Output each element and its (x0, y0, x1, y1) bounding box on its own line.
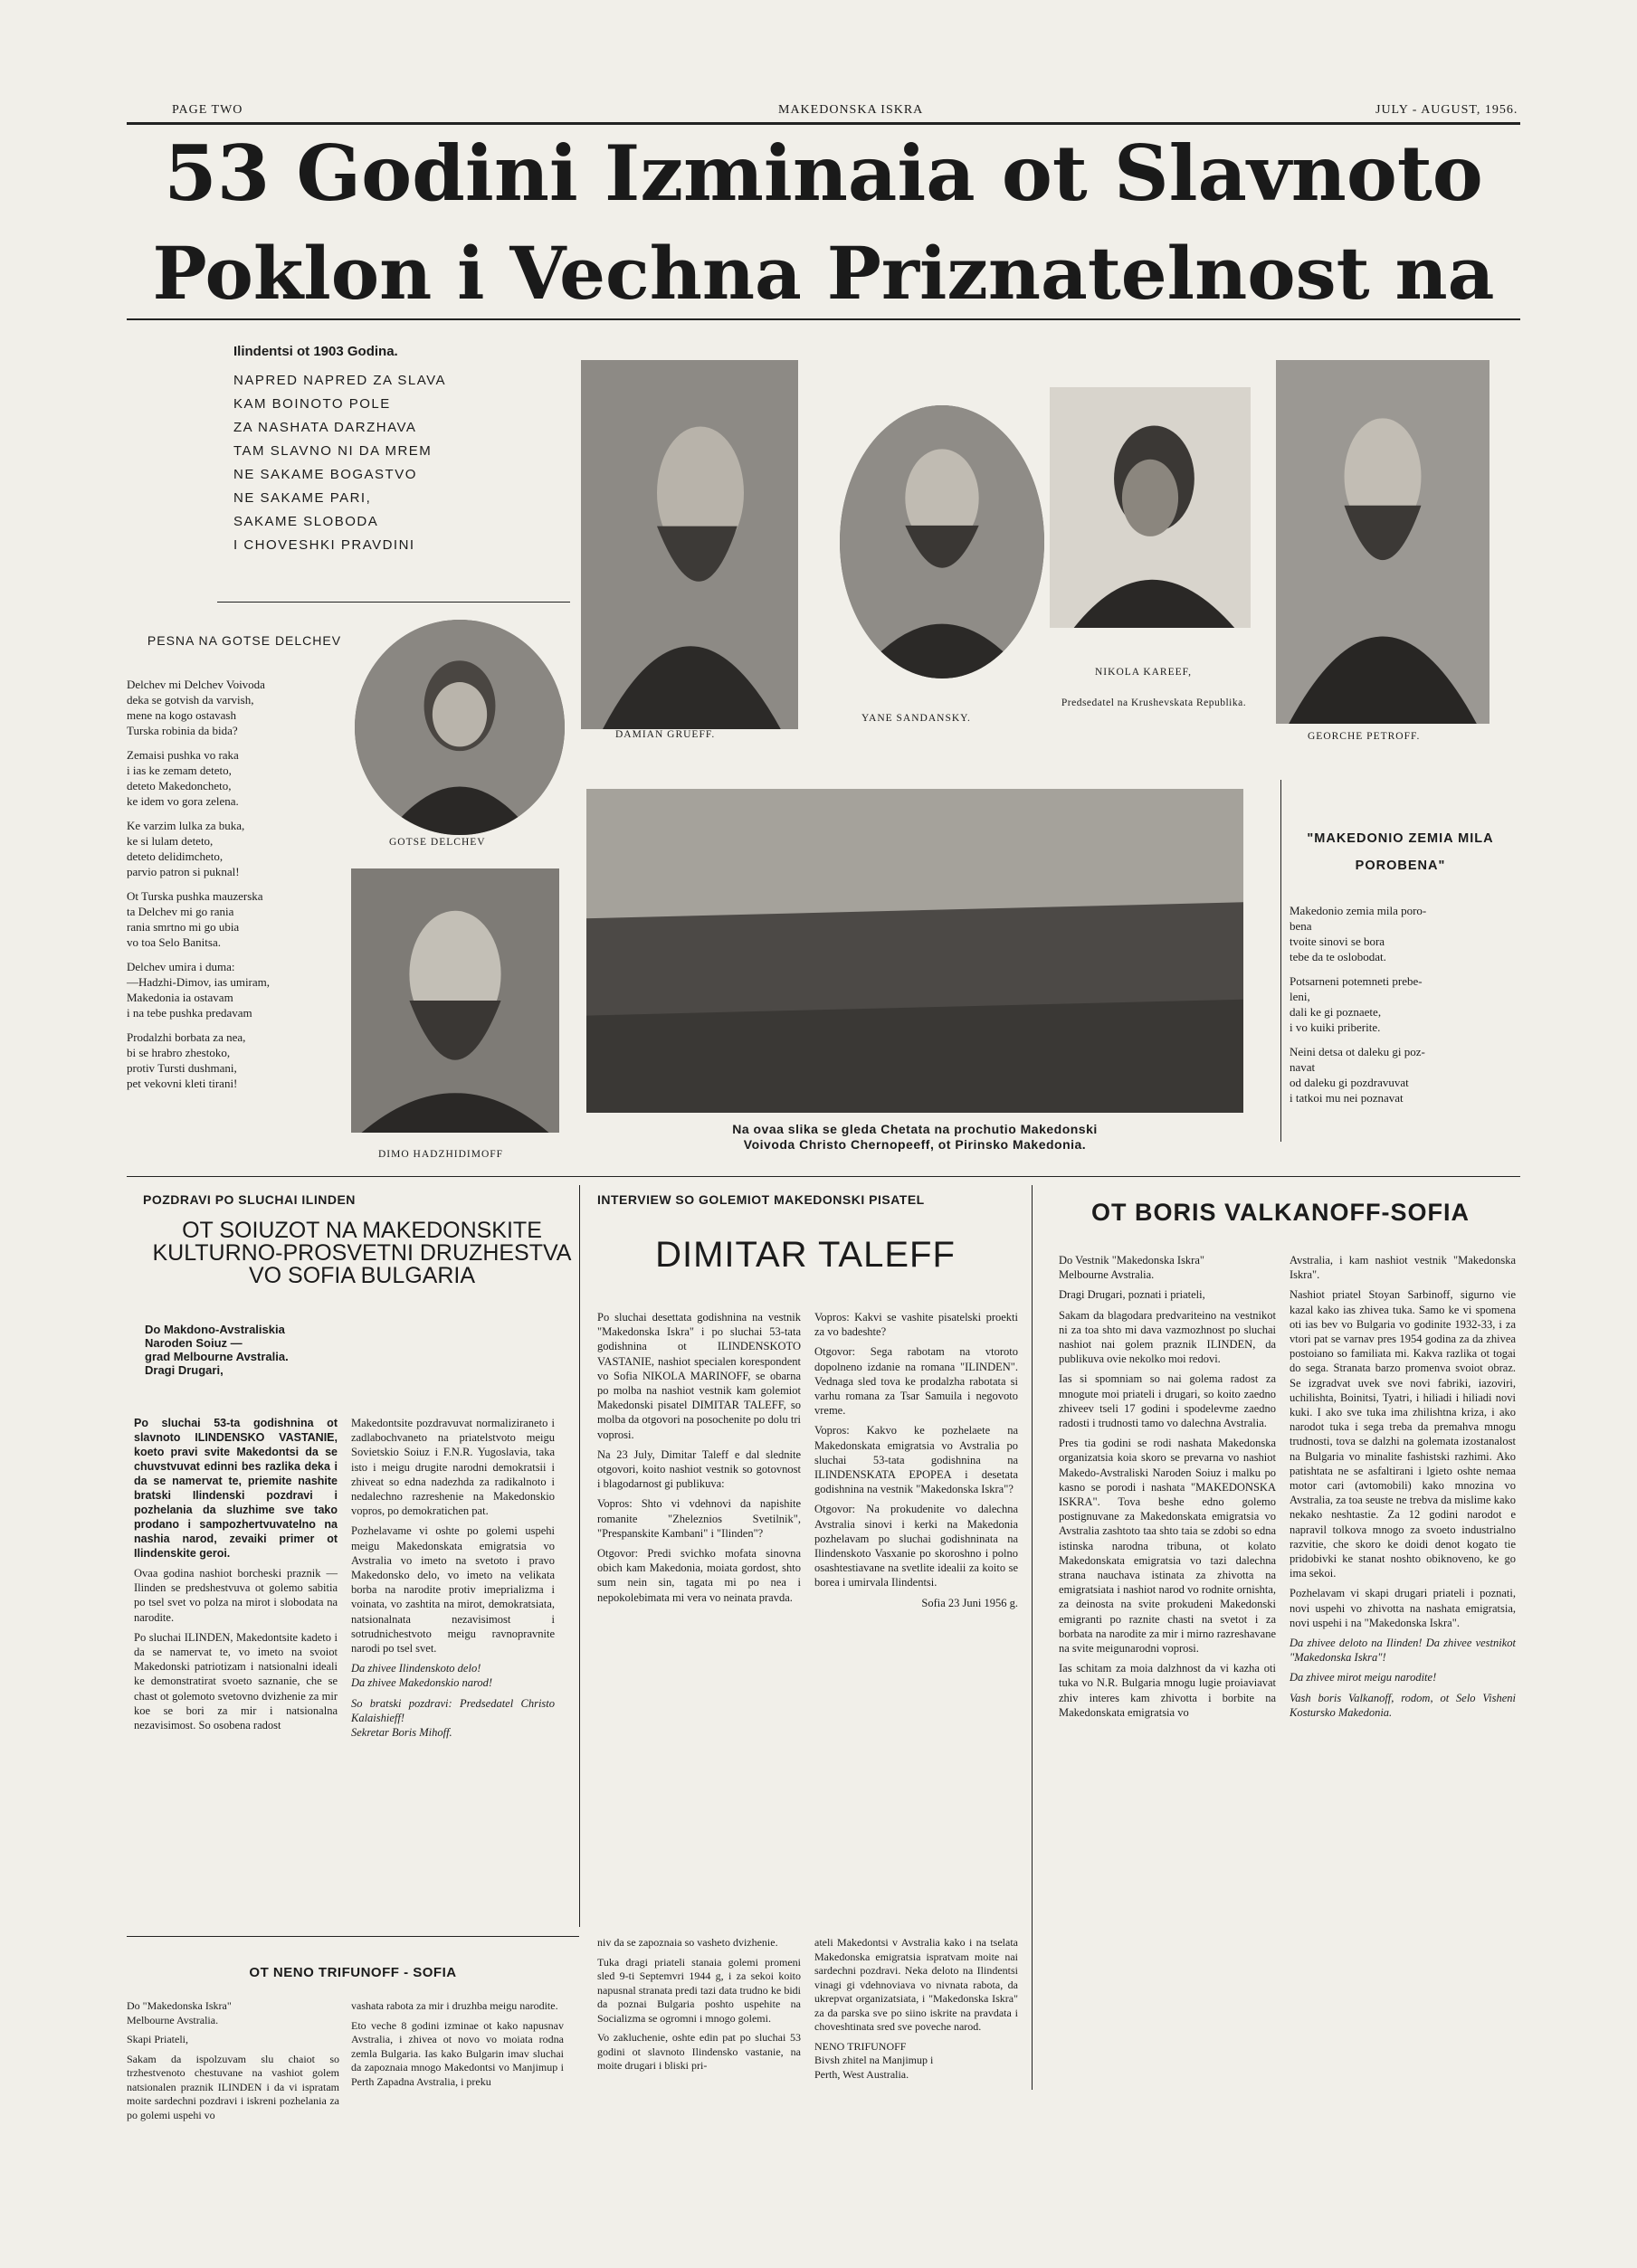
headline-line-1: 53 Godini Izminaia ot Slavnoto (164, 128, 1483, 218)
intro-poem-line: NAPRED NAPRED ZA SLAVA (233, 373, 447, 388)
georche-petroff-portrait (1276, 360, 1489, 724)
issue-date: JULY - AUGUST, 1956. (1375, 103, 1518, 117)
intro-rule (217, 602, 570, 603)
dimo-caption: DIMO HADZHIDIMOFF (378, 1149, 504, 1160)
pozdravi-p2: Ovaa godina nashiot borcheski praznik — Ilinden se predshestvuva ot golemo sabitia po tsel svet vo polza na mirot i slobodata na narodite. (134, 1567, 338, 1624)
yane-sandansky-portrait (840, 405, 1044, 679)
col-divider-1 (579, 1185, 580, 1927)
intro-poem-line: KAM BOINOTO POLE (233, 396, 391, 412)
damian-grueff-portrait (581, 360, 798, 729)
pozdravi-address: Do Makdono-Avstraliskia Naroden Soiuz — grad Melbourne Avstralia. Dragi Drugari, (145, 1323, 289, 1377)
interview-p3: Vopros: Shto vi vdehnovi da napishite romanite "Zheleznios Svetilnik", "Prespanskite Kambani" i "Ilinden"? (597, 1497, 801, 1540)
col-divider-2 (1032, 1185, 1033, 2090)
interview-title: DIMITAR TALEFF (655, 1235, 956, 1275)
neno-col-1 (127, 1999, 339, 2128)
pozdravi-col-2 (351, 1416, 555, 1745)
group-caption-line-2: Voivoda Christo Chernopeeff, ot Pirinsko Makedonia. (743, 1137, 1087, 1152)
zemia-stanza: Potsarneni potemneti prebe- leni, dali ke gi poznaete, i vo kuiki priberite. (1290, 974, 1423, 1034)
cheta-group-photo (586, 789, 1243, 1113)
interview-dateline: Sofia 23 Juni 1956 g. (921, 1596, 1018, 1609)
pozdravi-kicker: POZDRAVI PO SLUCHAI ILINDEN (143, 1192, 356, 1207)
pozdravi-title: OT SOIUZOT NA MAKEDONSKITE KULTURNO-PROSVETNI DRUZHESTVA VO SOFIA BULGARIA (152, 1218, 572, 1288)
pesna-title: PESNA NA GOTSE DELCHEV (147, 633, 342, 648)
neno-p3: Sakam da ispolzuvam slu chaiot so trzhestvenoto chestuvane na vashiot golem natsionalen praznik ILINDEN i da vi ispratam moite sardechni pozdravi i iskreni pozhelania za po golemi uspehi vo (127, 2052, 339, 2121)
georche-caption: GEORCHE PETROFF. (1308, 731, 1421, 742)
neno-p5: Eto veche 8 godini izminae ot kako napusnav Avstralia, i zhivea ot novo vo moiata rodna zemla Bulgaria. Ias kako Bulgarin imav sluchai da zapoznaia mnogo Makedontsi vo Manjimup i Perth Zapadna Avstralia, i preku (351, 2018, 564, 2088)
interview-p1: Po sluchai desettata godishnina na vestnik "Makedonska Iskra" i po sluchai 53-tata godishnina ot ILINDENSKOTO VASTANIE, nashiot specialen korespondent vo Sofia NIKOLA MARINOFF, se obarna po molba na nashiot vestnik kam golemiot Makedonski pisatel DIMITAR TALEFF, so molba da otgovori na posochenite po dolu tri voprosi. (597, 1311, 801, 1441)
boris-slogan-1: Da zhivee deloto na Ilinden! Da zhivee vestnikot "Makedonska Iskra"! (1290, 1637, 1516, 1665)
damian-caption: DAMIAN GRUEFF. (615, 729, 716, 740)
pesna-stanza: Delchev mi Delchev Voivoda deka se gotvish da varvish, mene na kogo ostavash Turska robinia da bida? (127, 678, 265, 737)
interview-p7: Vopros: Kakvo ke pozhelaete na Makedonskata emigratsia vo Avstralia po sluchai 53-tata godishnina na ILINDENSKATA EPOPEA i desetata godishnina na vestnik "Makedonska Iskra"? (814, 1424, 1018, 1496)
interview-p2: Na 23 July, Dimitar Taleff e dal slednite otgovori, koito nashiot vestnik so gotovnost i blagodarnost gi publikuva: (597, 1447, 801, 1491)
intro-poem-line: TAM SLAVNO NI DA MREM (233, 443, 433, 459)
pesna-stanza: Delchev umira i duma: —Hadzhi-Dimov, ias umiram, Makedonia ia ostavam i na tebe pushka predavam (127, 960, 271, 1020)
neno-title: OT NENO TRIFUNOFF - SOFIA (249, 1965, 457, 1980)
zemia-divider (1280, 780, 1281, 1142)
pozdravi-col-1 (134, 1416, 338, 1738)
neno-signature: NENO TRIFUNOFF Bivsh zhitel na Manjimup i Perth, West Australia. (814, 2039, 934, 2081)
intro-poem-line: SAKAME SLOBODA (233, 514, 379, 529)
group-caption-line-1: Na ovaa slika se gleda Chetata na prochutio Makedonski (732, 1122, 1098, 1136)
neno-p7: Tuka dragi priateli stanaia golemi promeni sled 9-ti Septemvri 1944 g, i za sekoi koito napusnal stranata predi tazi data trudno ke bidi da poznai Bulgaria poshto uspehite na Socializma se ogromni i mnogo golemi. (597, 1955, 801, 2025)
boris-col-1 (1059, 1253, 1276, 1725)
pozdravi-lead: Po sluchai 53-ta godishnina ot slavnoto ILINDENSKO VASTANIE, koeto pravi svite Makedontsi da se chuvstvuvat edinni bes razlika deka i da se namervat te, priemite nashite bratski Ilindenski pozdravi i pozhelania da sluzhime sve tako prodano i sampozhertvuvatelno na nashia narod, zevaiki primer ot Ilindenskite geroi. (134, 1417, 338, 1560)
pozdravi-p3: Po sluchai ILINDEN, Makedontsite kadeto i da se namervat te, vo imeto na svoiot Makedonski patriotizam i natsionalni ideali ke demonstratirat svoeto saznanie, che se chast ot golemoto svetovno dvizhenie za mir koe se bori za mir i natsionalna nezavisimost. So osobena radost (134, 1630, 338, 1732)
page-number: PAGE TWO (172, 103, 243, 117)
intro-poem-line: NE SAKAME PARI, (233, 490, 372, 506)
zemia-poem (1290, 903, 1516, 1115)
zemia-stanza: Makedonio zemia mila poro- bena tvoite sinovi se bora tebe da te oslobodat. (1290, 904, 1427, 963)
pesna-stanza: Zemaisi pushka vo raka i ias ke zemam deteto, deteto Makedoncheto, ke idem vo gora zelena. (127, 748, 239, 808)
boris-title: OT BORIS VALKANOFF-SOFIA (1091, 1199, 1470, 1226)
neno-p4: vashata rabota za mir i druzhba meigu narodite. (351, 1999, 558, 2012)
neno-col-4 (814, 1936, 1018, 2087)
interview-col-1 (597, 1310, 801, 1610)
neno-rule (127, 1936, 579, 1937)
neno-col-2 (351, 1999, 564, 2094)
intro-subtitle: Ilindentsi ot 1903 Godina. (233, 344, 398, 359)
interview-kicker: INTERVIEW SO GOLEMIOT MAKEDONSKI PISATEL (597, 1192, 925, 1207)
pesna-poem (127, 677, 344, 1100)
interview-p6: Otgovor: Sega rabotam na vtoroto dopolneno izdanie na romana "ILINDEN". Vednaga sled tova ke prodalzha rabotata si varhu romana za Tsar Samuila i negovoto vreme. (814, 1345, 1018, 1418)
intro-poem (233, 369, 559, 557)
headline-line-2: Poklon i Vechna Priznatelnost na (152, 231, 1495, 316)
yane-caption: YANE SANDANSKY. (861, 713, 971, 724)
masthead-name: MAKEDONSKA ISKRA (778, 103, 924, 117)
interview-p4: Otgovor: Predi svichko mofata sinovna obich kam Makedonia, moiata gordost, shto sum nein sin, tagata mi po nea i nepokolebimata mi vera vo neinata pravda. (597, 1547, 801, 1604)
zemia-title: "MAKEDONIO ZEMIA MILA POROBENA" (1307, 831, 1494, 873)
pesna-stanza: Ot Turska pushka mauzerska ta Delchev mi go rania rania smrtno mi go ubia vo toa Selo Banitsa. (127, 889, 263, 949)
nikola-subcaption: Predsedatel na Krushevskata Republika. (1061, 697, 1247, 708)
neno-col-3 (597, 1936, 801, 2079)
boris-p8: Nashiot priatel Stoyan Sarbinoff, sigurno vie kazal kako ias zhivea tuka. Samo ke vi spomena oti ias bev vo Bulgaria vo godinite 1932-33, i za vtori pat se varnav pres 1954 godina za da zhivea postoiano so familiata mi. Kakva razlika ot togai do sega. Stranata barzo promenva svoiot obraz. Se izgradvat uvek sve novi fabriki, iazoviri, uchilishta, Boinitsi, Tyatri, i hiliadi i hiliadi novi kuki. I ako sve tuka ima zhilishtna kriza, i ako narodot tuka i sega treba da premahva mnogu trudnosti, tova se dalzhi na golemata izostanalost na Bulgaria vo minalite fashistski razhimi. Ako patishtata ne se asfaltirani i lgieto oshte nemaa motor cari (avtomobili) kako mnozina vo Avstralia, za toa seuste ne trebva da mislime kako nekako neshtastie. Za 12 godini narodot e napravil tolkova mnogo za svoeto industrialno razvitie, che skoro ke doidi denot kogato tie pridobivki ke stanat noshto obiknoveno, ke go ima sekoi. (1290, 1288, 1516, 1580)
boris-p1: Do Vestnik "Makedonska Iskra" Melbourne Avstralia. (1059, 1254, 1204, 1282)
pozdravi-signature: So bratski pozdravi: Predsedatel Christo Kalaishieff! Sekretar Boris Mihoff. (351, 1696, 555, 1740)
neno-p9: ateli Makedontsi v Avstralia kako i na tselata Makedonska emigratsia ispratvam moite nai sardechni pozdravi. Neka deloto na Ilindentsi vinagi gi vdehnoviava vo nivnata rabota, da ukrepvat organizatsiata, i "Makedonska Iskra" za da parska sve po siino iskrite na pravdata i choveshtinata sred sve poveche narod. (814, 1936, 1018, 2033)
gotse-delchev-portrait (355, 620, 565, 835)
boris-p3: Sakam da blagodara predvariteino na vestnikot ni za toa shto mi dava vazmozhnost po sluchai nashiot nai golem praznik ILINDEN, da publikuva ovie nekolko moi redovi. (1059, 1308, 1276, 1366)
intro-poem-line: ZA NASHATA DARZHAVA (233, 420, 417, 435)
boris-p6: Ias schitam za moia dalzhnost da vi kazha oti tuka vo N.R. Bulgaria mnogu lugie proiaviavat zhiv interes kam zhivotta i borbite na Makedonskata emigratsia vo (1059, 1662, 1276, 1719)
boris-p2: Dragi Drugari, poznati i priateli, (1059, 1288, 1205, 1302)
boris-signature: Vash boris Valkanoff, rodom, ot Selo Visheni Kostursko Makedonia. (1290, 1691, 1516, 1719)
header-rule (127, 122, 1520, 125)
neno-p2: Skapi Priateli, (127, 2033, 188, 2045)
pesna-stanza: Ke varzim lulka za buka, ke si lulam deteto, deteto delidimcheto, parvio patron si puknal! (127, 819, 245, 878)
boris-slogan-2: Da zhivee mirot meigu narodite! (1290, 1671, 1437, 1684)
nikola-caption: NIKOLA KAREEF, (1095, 667, 1192, 678)
headline-rule (127, 318, 1520, 320)
neno-p1: Do "Makedonska Iskra" Melbourne Avstralia. (127, 1999, 232, 2026)
pozdravi-p4: Makedontsite pozdravuvat normaliziraneto i zadlabochvaneto na priatelstvoto meigu Sovietskio Soiuz i F.N.R. Yugoslavia, taka isto i meigu drugite narodni demokratsii i zhiveat so edna nadezhda za radikalnoto i nedalechno razreshenie na Makedonskio vopros, po demokratichen pat. (351, 1417, 555, 1518)
gotse-caption: GOTSE DELCHEV (389, 837, 486, 848)
intro-poem-line: I CHOVESHKI PRAVDINI (233, 537, 415, 553)
boris-col-2 (1290, 1253, 1516, 1725)
pozdravi-p5: Pozhelavame vi oshte po golemi uspehi meigu Makedonskata emigratsia vo Avstralia vo imeto na svetoto i pravo Makedonsko delo, vo imeto na velikata borba na narodite protiv imeprializma i voinata, vo zashtita na mirot, demokratsiata, natsionalnata nezavisimost i sotrudnichestvoto meigu ravnopravnite narodi po tsel svet. (351, 1524, 555, 1656)
neno-p6: niv da se zapoznaia so vasheto dvizhenie. (597, 1936, 778, 1949)
boris-p9: Pozhelavam vi skapi drugari priateli i poznati, novi uspehi vo zhivotta na nashata emigratsia, novi uspehi i na "Makedonska Iskra". (1290, 1587, 1516, 1629)
boris-p7: Avstralia, i kam nashiot vestnik "Makedonska Iskra". (1290, 1254, 1516, 1282)
nikola-kareef-portrait (1050, 387, 1251, 628)
interview-p5: Vopros: Kakvi se vashite pisatelski proekti za vo badeshte? (814, 1311, 1018, 1339)
interview-p8: Otgovor: Na prokudenite vo dalechna Avstralia sinovi i kerki na Makedonia pozhelavam po sluchai godishninata na Ilindenskoto Vasxanie po skoroshno i polno osashtestiavane na svetlite idealii za koito se borea i umirvala Ilindentsi. (814, 1503, 1018, 1589)
pozdravi-slogan: Da zhivee Ilindenskoto delo! Da zhivee Makedonskio narod! (351, 1662, 493, 1690)
boris-p4: Ias si spomniam so nai golema radost za mnogute moi priateli i drugari, so koito zaedno zhiveev tseli 17 godini i spodelevme zaedno radosti i trudnosti tamo vo dalechna Avstralia. (1059, 1372, 1276, 1430)
zemia-stanza: Neini detsa ot daleku gi poz- navat od daleku gi pozdravuvat i tatkoi mu nei poznavat (1290, 1045, 1425, 1105)
section-rule (127, 1176, 1520, 1177)
dimo-hadzhidimoff-portrait (351, 868, 559, 1133)
intro-poem-line: NE SAKAME BOGASTVO (233, 467, 417, 482)
neno-p8: Vo zakluchenie, oshte edin pat po sluchai 53 godini ot slavnoto Ilindensko vastanie, na moite drugari i bliski pri- (597, 2031, 801, 2072)
boris-p5: Pres tia godini se rodi nashata Makedonska organizatsia koia skoro se prevarna vo nashiot Makedo-Avstraliski Naroden Soiuz i malku po kasno se porodi i nashata "MAKEDONSKA ISKRA". Tova beshe edno golemo postignuvane za Makedonskata emigratsia vo Avstralia zashtoto taa shto taia se zdobi so edna istinska narodna tribuna, ot kolato Makedonskata emigratsia vo tazi dalechna strana nauchava istinata za zhivotta na emigratsiata i nashiot narod vo rodnite ornishta, za deinosta na svite prokudeni Makedonski emigranti po raznite chasti na svetot i za borbata na narodite za mir i mirno razreshavane na svite meigunarodni voprosi. (1059, 1437, 1276, 1656)
interview-col-2 (814, 1310, 1018, 1616)
pesna-stanza: Prodalzhi borbata za nea, bi se hrabro zhestoko, protiv Tursti dushmani, pet vekovni kleti tirani! (127, 1030, 246, 1090)
group-photo-caption (586, 1122, 1243, 1153)
